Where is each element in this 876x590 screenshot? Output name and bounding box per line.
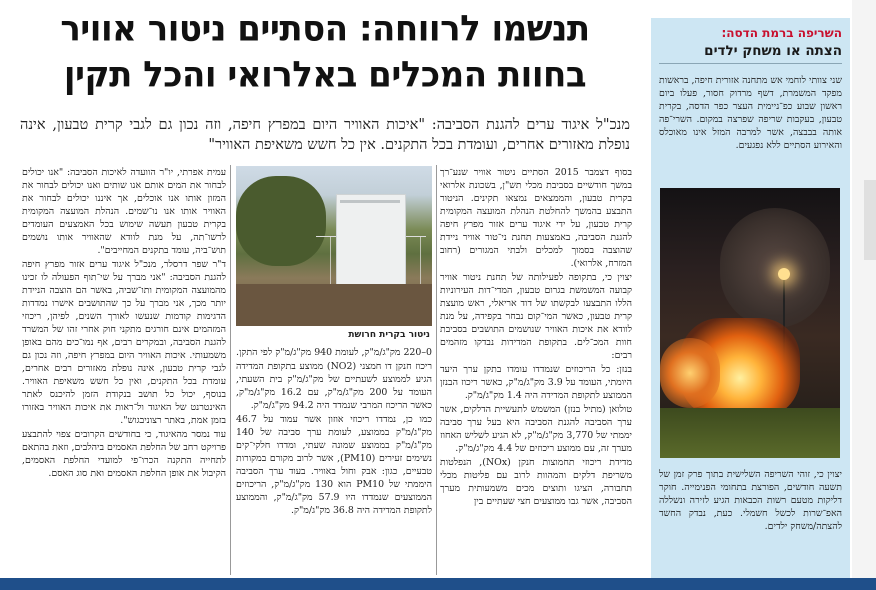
paragraph: בנזן: כל הריכוזים שנמדדו עומדו בתקן ערך היעד היומתי, העומד על 3.9 מק"ג/מ"ק, כאשר ריכוז הבנזן הממוצע לתקופת המדידה היה 1.4 מק"ג/מ"ק.	[440, 364, 632, 401]
paragraph: כמו כן, נמדדו ריכוזי אוזון אשר עמוד על 46.7 מק"ג/מ"ק בממוצע, לעומת ערך סביבה של 140 מק"ג/מ"ק בממוצע שמונה שעתי, ומדדו חלקי־קים נשימים זעירים (PM10), אשר לרוב מקורם במקורות טבעיים, כגון: אבק וחול באוויר. בעוד ערך הסביבה היממתי של PM10 הוא 130 מק"ג/מ"ק, הריכוזים הממוצעים שנמדדו היו 57.9 מק"ג/מ"ק, והממוצע לתקופת המדידה היה 36.8 מק"ג/מ"ק.	[236, 414, 432, 516]
photo-ground	[236, 284, 432, 326]
headline-line-2: בחוות המכלים באלרואי והכל תקין	[63, 54, 587, 97]
article-column-middle	[236, 346, 432, 574]
paragraph: טולואן (מתיל בנזן) המשמש לתעשיית הדלקים, אשר ערך הסביבה להגנת הסביבה היא בעל ערך סביבה יממתי של 3,770 מק"ג/מ"ק, לא הגיע לשליש האחוז מערך זה, עם ממוצע ריכוזים של 4.4 מק"ג/מ"ק.	[440, 404, 632, 454]
fire-photo	[660, 188, 840, 458]
paragraph: עמית אפרתי, יו"ר הוועדה לאיכות הסביבה: "אנו יכולים לבחור את המים אותם אנו שותים ואנו יכולים לבחור את המזון אותו אנו אוכלים, אך איננו יכולים לבחור את האוויר אותו אנו נו־שמים. הנהלת המועצה המקומית בקרית טבעון תעשה שימוש בכל האמצעים העומדים לרשו־תה, על מנת לוודא שהאוויר אותו נושמים תוש־ביה, עומד בתקנים המחייבים".	[22, 167, 226, 256]
paragraph: מדידת ריכוזי תחמוצות חנקן (NOx), הנפלטות משריפת דלקים והמהוות לרוב עם פליטות מכלי תחבורה, הציגו ותוצים מכים משמעותית מערך הסביבה, אשר גבו ממוצעים חצי שעתיים בין	[440, 457, 632, 507]
monitoring-station-photo	[236, 166, 432, 326]
sidebar-divider	[659, 63, 842, 64]
photo-caption: ניטור בקרית חרושת	[348, 330, 430, 340]
photo-tree	[236, 176, 326, 266]
headline-line-1: תנשמו לרווחה: הסתיים ניטור אוויר	[60, 7, 590, 50]
column-divider	[436, 165, 437, 575]
paragraph: ד"ר שפר דרסלר, מנכ"ל איגוד ערים אזור מפרץ חיפה להגנת הסביבה: "אני מברך על שי־תוף הפעולה לו זכינו מהמועצה המקומית ותו־שביה, באשר הם הוצבה הניידת יותר מכך, אני מברך על כך שהתושבים אישרו נמדדות הדגימות קודמות שנעשו לאורך השנים, לפיהן, ריכוזי המזהמים אינם חורגים מתקני חוק אחרי זהו של המשרד להגנת הסביבה, ובמקרים רבים, אף נמו־כים מהם באופן משמעותי. איכות האוויר היום במפרץ חיפה, וזה נכון גם לגבי קרית טבעון, אינה נופלת מאזורים רבים אחרים, עומדת בכל התקנים, ואין כל חשש משאיפת האוויר. בנוסף, יכול כל תושב בנקודת הזמן להיכנס לאתר האינטרנט של האיגוד ול־ראות את איכות האוויר באזורו בזמן אמת, באתר רצוניבגוש".	[22, 259, 226, 426]
article-column-left	[22, 166, 226, 574]
paragraph: עוד נמסר מהאיגוד, כי בחודשים הקרובים צפוי להתבצע פרויקט רחב של החלפת האסמים ביהלבים, וזאת בהתאם לתחייה התקנה הכרו־פי למועדי החלפת האסמים, הקיבול את אופן החלפת האסמים ואת סוג האסם.	[22, 429, 226, 479]
photo-smoke	[720, 208, 830, 328]
sidebar-text-bottom: יצוין כי, זוהי השריפה השלישית בתוך פרק זמן של תשעה חודשים, הפורצת בתחומי הפנימייה. חוקר דליקות מטעם רשות הכבאות הגיע לזירה ונשללה האפ־שרות לכשל חשמלי. כעת, נבדק החשד להצתה/משחק ילדים.	[659, 469, 842, 532]
sidebar-kicker: השריפה ברמת הדסה:	[721, 26, 842, 40]
photo-street-lamp	[778, 268, 790, 280]
paragraph: 0–220 מק"ג/מ"ק, לעומת 940 מק"ג/מ"ק לפי התקן.	[236, 347, 432, 358]
footer-bar	[0, 578, 876, 590]
page-gutter	[852, 0, 876, 590]
photo-grass	[660, 408, 840, 458]
headline	[30, 6, 620, 98]
photo-station-box	[336, 194, 406, 288]
sidebar-title: הצתה או משחק ילדים	[704, 43, 842, 59]
gutter-tab	[864, 180, 876, 260]
photo-flames-left	[660, 338, 720, 408]
paragraph: בסוף דצמבר 2015 הסתיים ניטור אוויר שנע־רך במשך חודשיים בסביבת מכלי תש"ן, בשכונת אלרואי בקרית טבעון, והממצאים נמצאו תקינים. הניטור התבצע בהמשך להחלטת הנהלת המועצה המקומית קרית טבעון, על ידי איגוד ערים אזור מפרץ חיפה להגנת הסביבה, באמצעות תחנת ני־טור אוויר ניידת שהוצבה בסמוך למכלים ולבתי המגורים (רחוב המזרח, אלרואי).	[440, 167, 632, 269]
paragraph: יצוין כי, בתקופה לפעילותה של תחנת ניטור אוויר קבועה המשמשת בגרום טבעון, המדי־דות העירוניות הללו התבצעו לבקשתו של דוד אריאלי, ראש מועצת קרית טבעון, כאשר המי־קום נבחר בקפידה, על מנת לוודא את איכות האוויר שנושמים התושבים בסביבת חוות המכ־לים. בתקופת המדידות נבדקו מזהמים רבים:	[440, 272, 632, 361]
photo-station-vent	[340, 200, 400, 203]
subheadline: מנכ"ל איגוד ערים להגנת הסביבה: "איכות האוויר היום במפרץ חיפה, וזה נכון גם לגבי קרית טבעון, אינה נופלת מאזורים אחרים, ועומדת בכל התקנים. אין כל חשש משאיפת האוויר"	[20, 117, 630, 153]
paragraph: ריכוז חנקן דו חמצני (NO2) ממוצע בתקופת המדידה הגיע לממוצע לשעתיים של מק"ג/מ"ק בית השעתי, העומד על 200 מק"ג/מ"ק, עם 16.2 מק"ג/מ"ק, כאשר הריכוז המרבי שנמדד היה 94.2 מק"ג/מ"ק.	[236, 361, 432, 411]
column-divider	[230, 165, 231, 575]
article-column-right	[440, 166, 632, 574]
sidebar-text-top: שני צוותי לוחמי אש מתחנה אזורית חיפה, בראשות מפקד המשמרת, דשף מרדוק חסור, פעלו ביום ראשון שבוע כפ־ניימית העצר כפר הדסה, בקרית טבעון, בעקבות שריפה שפרצה במקום. השרי־פה אותה בבבצה, אשר למרבה המזל אינו מאוכלס והאירוע הסתיים ללא נפגעים.	[659, 75, 842, 151]
